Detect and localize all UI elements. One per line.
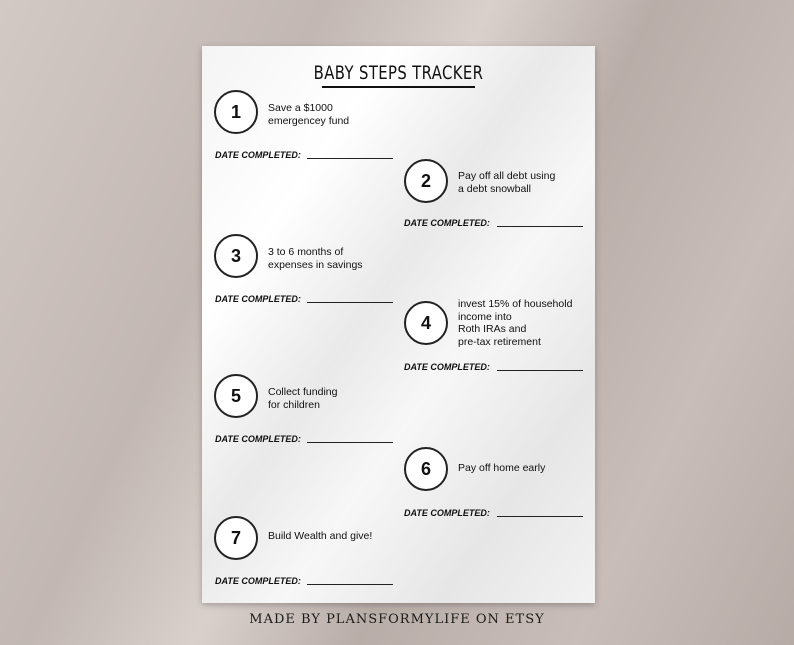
step-6-date-line[interactable] (497, 516, 583, 517)
step-6-date-label: DATE COMPLETED: (404, 508, 490, 518)
tracker-sheet (202, 46, 595, 603)
step-3-number: 3 (214, 234, 258, 278)
page-title: BABY STEPS TRACKER (313, 62, 484, 84)
step-5-date-label: DATE COMPLETED: (215, 434, 301, 444)
step-7-date-line[interactable] (307, 584, 393, 585)
step-2-text: Pay off all debt using a debt snowball (458, 170, 556, 195)
step-1-date-label: DATE COMPLETED: (215, 150, 301, 160)
step-7-date-label: DATE COMPLETED: (215, 576, 301, 586)
step-4-number: 4 (404, 301, 448, 345)
step-5-text: Collect funding for children (268, 386, 338, 411)
title-underline (322, 86, 475, 88)
step-4-text: invest 15% of household income into Roth IRAs and pre-tax retirement (458, 298, 573, 348)
step-2-date-label: DATE COMPLETED: (404, 218, 490, 228)
step-1-date-line[interactable] (307, 158, 393, 159)
step-3-date-label: DATE COMPLETED: (215, 294, 301, 304)
step-4-date-line[interactable] (497, 370, 583, 371)
step-7-number: 7 (214, 516, 258, 560)
step-5-number: 5 (214, 374, 258, 418)
step-2-date-line[interactable] (497, 226, 583, 227)
step-6-text: Pay off home early (458, 462, 546, 474)
step-1-number: 1 (214, 90, 258, 134)
credit-footer: MADE BY PLANSFORMYLIFE ON ETSY (249, 612, 545, 627)
step-3-date-line[interactable] (307, 302, 393, 303)
step-4-date-label: DATE COMPLETED: (404, 362, 490, 372)
step-7-text: Build Wealth and give! (268, 530, 373, 542)
step-6-number: 6 (404, 447, 448, 491)
step-2-number: 2 (404, 159, 448, 203)
step-1-text: Save a $1000 emergencey fund (268, 102, 350, 127)
step-5-date-line[interactable] (307, 442, 393, 443)
step-3-text: 3 to 6 months of expenses in savings (268, 246, 363, 271)
